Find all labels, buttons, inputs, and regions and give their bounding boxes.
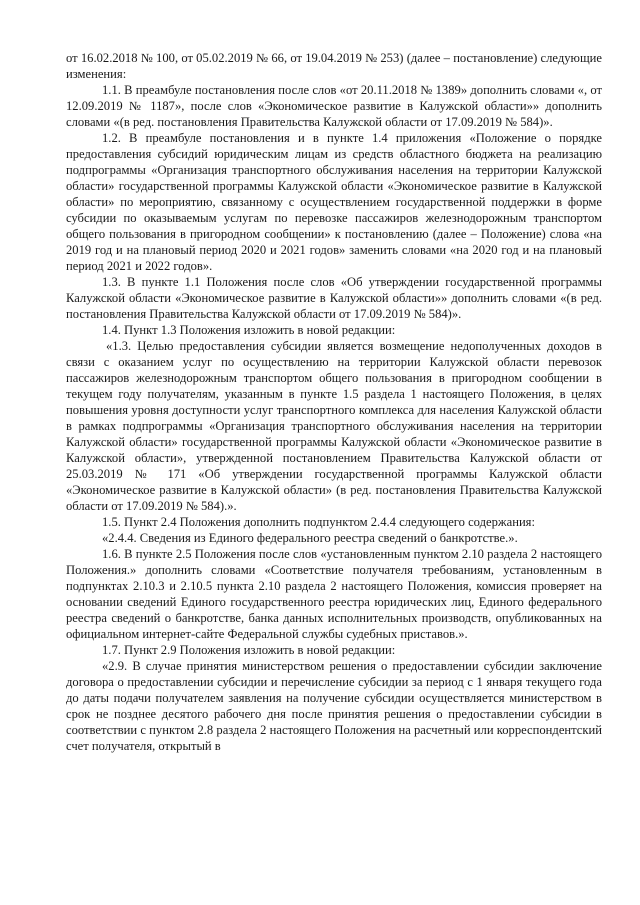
document-page [66, 50, 602, 754]
paragraph-1-3: 1.3. В пункте 1.1 Положения после слов «Об утверждении государственной программы Калужской области «Экономическое развитие в Калужской области»» дополнить словами «(в ред. постановления Правительства Калужской области от 17.09.2019 № 584)». [66, 275, 602, 321]
paragraph-1-5: 1.5. Пункт 2.4 Положения дополнить подпунктом 2.4.4 следующего содержания: [102, 515, 535, 529]
paragraph-1-1: 1.1. В преамбуле постановления после слов «от 20.11.2018 № 1389» дополнить словами «, от 12.09.2019 № 1187», после слов «Экономическое развитие в Калужской области»» дополнить словами «(в ред. постановления Правительства Калужской области от 17.09.2019 № 584)». [66, 83, 602, 129]
paragraph-1-6: 1.6. В пункте 2.5 Положения после слов «установленным пунктом 2.10 раздела 2 настоящего Положения.» дополнить словами «Соответствие получателя требованиям, установленным в подпунктах 2.10.3 и 2.10.5 пункта 2.10 раздела 2 настоящего Положения, комиссия проверяет на основании сведений Единого государственного реестра юридических лиц, Единого федерального реестра сведений о банкротстве, банка данных исполнительных производств, опубликованных на официальном интернет-сайте Федеральной службы судебных приставов.». [66, 547, 602, 641]
paragraph-1-4: 1.4. Пункт 1.3 Положения изложить в новой редакции: [102, 323, 396, 337]
paragraph-quote-1-3: «1.3. Целью предоставления субсидии является возмещение недополученных доходов в связи с оказанием услуг по осуществлению на территории Калужской области перевозок пассажиров железнодорожным транспортом общего пользования в пригородном сообщении в текущем году получателям, указанным в пункте 1.5 раздела 1 настоящего Положения, в целях повышения уровня доступности услуг транспортного комплекса для населения Калужской области в рамках подпрограммы «Организация транспортного обслуживания населения на территории Калужской области» государственной программы Калужской области «Экономическое развитие в Калужской области», утвержденной постановлением Правительства Калужской области от 25.03.2019 № 171 «Об утверждении государственной программы Калужской области «Экономическое развитие в Калужской области» (в ред. постановления Правительства Калужской области от 17.09.2019 № 584).». [66, 339, 602, 513]
paragraph-1-2: 1.2. В преамбуле постановления и в пункте 1.4 приложения «Положение о порядке предоставления субсидий юридическим лицам из средств областного бюджета на реализацию подпрограммы «Организация транспортного обслуживания населения на территории Калужской области» государственной программы Калужской области «Экономическое развитие в Калужской области» по мероприятию, связанному с осуществлением государственной поддержки в форме субсидии по оказываемым услугам по перевозке пассажиров железнодорожным транспортом общего пользования в пригородном сообщении» к постановлению (далее – Положение) слова «на 2019 год и на плановый период 2020 и 2021 годов» заменить словами «на 2020 год и на плановый период 2021 и 2022 годов». [66, 131, 602, 273]
paragraph-quote-2-4-4: «2.4.4. Сведения из Единого федерального реестра сведений о банкротстве.». [102, 531, 518, 545]
paragraph-intro: от 16.02.2018 № 100, от 05.02.2019 № 66, от 19.04.2019 № 253) (далее – постановление) следующие изменения: [66, 51, 602, 81]
paragraph-1-7: 1.7. Пункт 2.9 Положения изложить в новой редакции: [102, 643, 396, 657]
paragraph-quote-2-9: «2.9. В случае принятия министерством решения о предоставлении субсидии заключение договора о предоставлении субсидии и перечисление субсидии за период с 1 января текущего года до даты подачи получателем заявления на получение субсидии осуществляется министерством в срок не позднее десятого рабочего дня после принятия решения о предоставлении субсидии в соответствии с пунктом 2.8 раздела 2 настоящего Положения на расчетный или корреспондентский счет получателя, открытый в [66, 659, 602, 753]
